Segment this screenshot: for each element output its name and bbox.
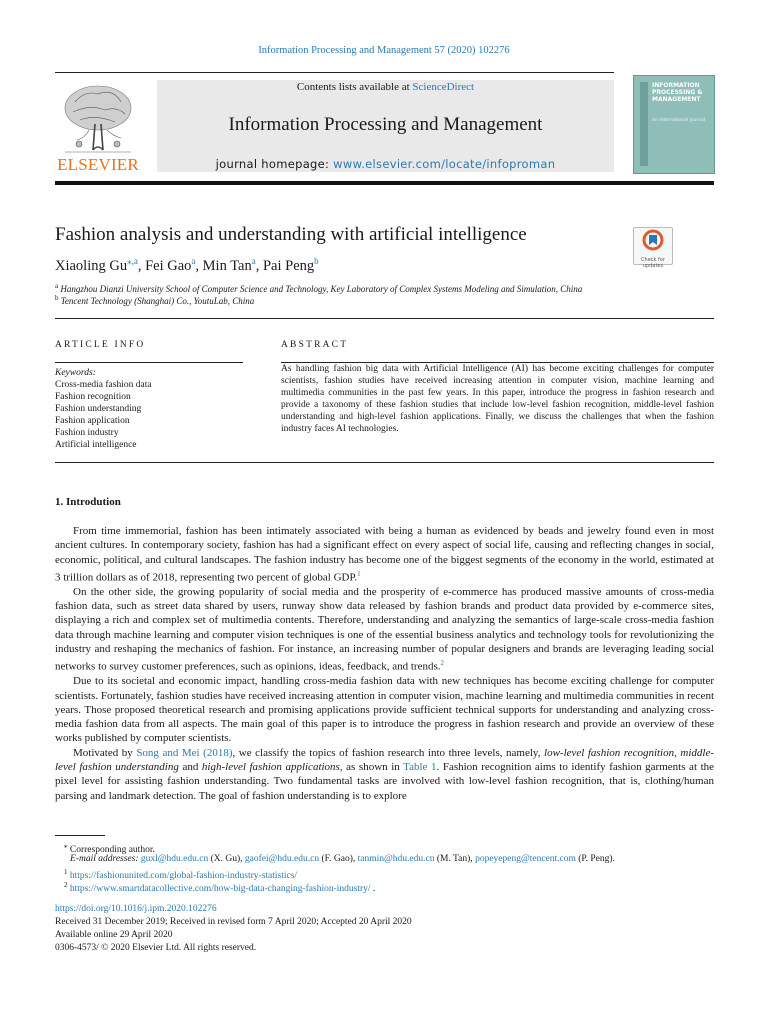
email-addresses: E-mail addresses: guxl@hdu.edu.cn (X. Gu), gaofei@hdu.edu.cn (F. Gao), tanmin@hdu.edu.cn (M. Tan), popeyepeng@tencent.com (P. Peng). <box>70 854 615 864</box>
journal-homepage: journal homepage: www.elsevier.com/locate/infoproman <box>215 157 556 171</box>
sciencedirect-link[interactable]: ScienceDirect <box>412 81 475 93</box>
author-affil-mark[interactable]: ⁎,a <box>127 256 138 266</box>
keyword-item: Cross-media fashion data <box>55 380 152 390</box>
author-affil-mark[interactable]: b <box>314 256 319 266</box>
keyword-item: Fashion recognition <box>55 392 131 402</box>
front-matter-rule <box>55 462 714 463</box>
copyright: 0306-4573/ © 2020 Elsevier Ltd. All rights reserved. <box>55 943 257 953</box>
keyword-item: Fashion application <box>55 416 130 426</box>
affiliation-b: $^b$ Tencent Technology (Shanghai) Co., YoutuLab, China <box>55 294 255 306</box>
author-name[interactable]: Fei Gao <box>145 257 192 274</box>
abstract-heading: ABSTRACT <box>281 340 349 350</box>
affiliation-a: $^a$ Hangzhou Dianzi University School of Computer Science and Technology, Key Laboratory of Complex Systems Modeling and Simulation, China <box>55 282 583 294</box>
email-link[interactable]: popeyepeng@tencent.com <box>475 854 576 864</box>
header-rule <box>55 72 614 73</box>
cover-subtitle: An International Journal <box>652 118 706 123</box>
paragraph: From time immemorial, fashion has been intimately associated with being a human as evidenced by beads and jewelry found even in most ancient cultures. In contemporary society, fashion has had a significant effect on every aspect of social life, causing and reflecting changes in social, economic, political, and cultural landscapes. The fashion industry has become one of the biggest segments of the economy in the world, estimated at 3 trillion dollars as of 2018, representing two percent of global GDP.$^1$ <box>55 525 714 584</box>
paragraph: Due to its societal and economic impact, handling cross-media fashion data with new techniques has become exciting challenge for computer scientists. Fortunately, fashion studies have received increasing attention in computer vision, machine learning and multimedia communities in recent years. Those proposed theoretical research and promising applications provide sufficient technical supports for understanding and analyzing cross-media fashion data from all aspects. The main goal of this paper is to introduce the progress in fashion research and provide an overview of these works published by computer scientists. <box>55 675 714 745</box>
journal-citation-link[interactable]: Information Processing and Management 57 (2020) 102276 <box>258 45 510 56</box>
footnote-rule <box>55 835 105 836</box>
footnote-2: $^2$ https://www.smartdatacollective.com/how-big-data-changing-fashion-industry/ . <box>64 881 376 895</box>
header-thick-rule <box>55 181 714 185</box>
article-title: Fashion analysis and understanding with artificial intelligence <box>55 224 527 245</box>
contents-available: Contents lists available at ScienceDirect <box>296 81 475 93</box>
email-link[interactable]: tanmin@hdu.edu.cn <box>357 854 435 864</box>
abstract-text: As handling fashion big data with Artificial Intelligence (AI) has become exciting challenges for computer scientists, fashion studies have received increasing attention in computer vision, machine learning and multimedia communities in the past few years. In this paper, introduce the progress in fashion research and provide a taxonomy of these fashion studies that include low-level fashion recognition, middle-level fashion understanding and high-level fashion applications. Finally, we discuss the challenges that when the fashion industry faces AI technologies. <box>281 364 714 434</box>
keyword-item: Fashion understanding <box>55 404 142 414</box>
cover-title: INFORMATION PROCESSING & MANAGEMENT <box>652 82 703 103</box>
section-heading-introduction: 1. Introdution <box>55 496 121 508</box>
footnote-marker[interactable]: 1 <box>357 569 361 578</box>
journal-homepage-link[interactable]: www.elsevier.com/locate/infoproman <box>333 157 556 171</box>
doi-link[interactable]: https://doi.org/10.1016/j.ipm.2020.102276 <box>55 904 217 914</box>
introduction-body <box>55 524 714 803</box>
author-list: Xiaoling $Gu^{⁎,a}$, Fei Gao$^a$, Min Tan$^a$, Pai Peng$^b$ <box>55 256 319 274</box>
table-reference-link[interactable]: Table 1 <box>403 761 437 774</box>
check-updates-label: Check for updates <box>641 257 665 269</box>
footnote-marker[interactable]: 2 <box>440 659 444 668</box>
author-affil-mark[interactable]: a <box>251 256 256 266</box>
keyword-item: Artificial intelligence <box>55 440 137 450</box>
author-affil-mark[interactable]: a <box>191 256 196 266</box>
keyword-item: Fashion industry <box>55 428 119 438</box>
article-info-rule <box>55 362 243 363</box>
keywords-label: Keywords: <box>55 368 96 378</box>
email-link[interactable]: guxl@hdu.edu.cn <box>140 854 209 864</box>
author-name[interactable]: Pai Peng <box>262 257 315 274</box>
author-name[interactable]: Min Tan <box>202 257 252 274</box>
cover-spine <box>640 82 648 166</box>
corresponding-author-note: ⁎ Corresponding author. <box>64 842 155 856</box>
email-link[interactable]: gaofei@hdu.edu.cn <box>244 854 320 864</box>
article-info-heading: ARTICLE INFO <box>55 340 146 350</box>
title-rule <box>55 318 714 319</box>
paragraph: Motivated by Song and Mei (2018), we classify the topics of fashion research into three levels, namely, low-level fashion recognition, middle-level fashion understanding and high-level fashion applications, as shown in Table 1. Fashion recognition aims to identify fashion garments at the pixel level for assisting fashion understanding. Two fundamental tasks are involved with low-level fashion recognition, that is, clothing/human parsing and landmark detection. The goal of fashion understanding is to explore <box>55 746 715 802</box>
journal-title: Information Processing and Management <box>228 114 543 135</box>
check-for-updates-button[interactable] <box>633 227 673 269</box>
footnote-1: $^1$ https://fashionunited.com/global-fashion-industry-statistics/ <box>64 868 298 882</box>
abstract-rule <box>281 362 714 363</box>
paragraph: On the other side, the growing popularity of social media and the prosperity of e-commerce has produced massive amounts of cross-media fashion data, such as street data shared by users, runway show data released by fashion brands and product data provided by e-commerce sites, displaying a rich and complex set of multimedia contents. Therefore, understanding and analyzing the semantics of large-scale cross-media fashion data through machine learning and computer vision techniques is one of the essential business analytics and technology tools for revolutionizing the industry and reshaping the mechanics of fashion. For instance, an increasing number of popular designers and brands are leveraging leading social networks to survey customer preferences, such as opinions, ideas, feedback, and trends.$^2$ <box>55 585 714 673</box>
author-name[interactable]: Xiaoling Gu <box>55 257 128 274</box>
available-online: Available online 29 April 2020 <box>55 930 173 940</box>
received-dates: Received 31 December 2019; Received in revised form 7 April 2020; Accepted 20 April 2020 <box>55 917 412 927</box>
footnote-link[interactable]: https://www.smartdatacollective.com/how-big-data-changing-fashion-industry/ <box>69 884 371 895</box>
check-updates-icon <box>634 228 672 252</box>
elsevier-wordmark[interactable]: ELSEVIER <box>57 155 139 174</box>
footnote-link[interactable]: https://fashionunited.com/global-fashion-industry-statistics/ <box>69 871 298 882</box>
citation-link[interactable]: Song and Mei (2018) <box>136 746 233 759</box>
